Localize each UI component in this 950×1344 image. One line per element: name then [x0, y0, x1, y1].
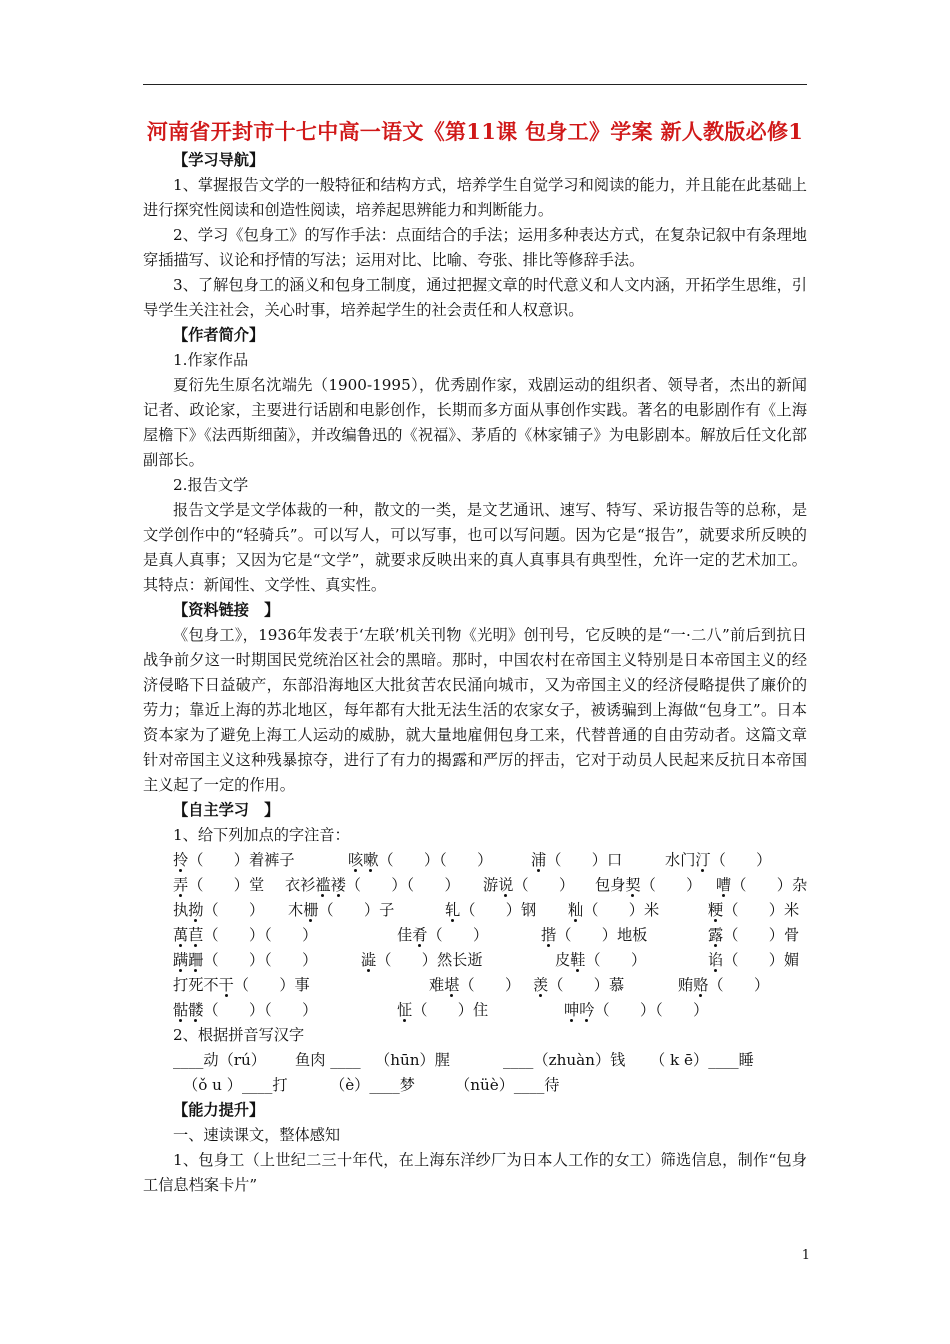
hanzi-blank: ____动（rú） — [173, 1051, 266, 1069]
emphasis-char: 肴 — [412, 926, 428, 944]
pinyin-row-1 — [143, 848, 807, 873]
pinyin-item: 游说（ ） — [483, 876, 575, 894]
ability-step-1: 一、速读课文，整体感知 — [173, 1126, 341, 1144]
hanzi-blank: （nüè）____待 — [455, 1076, 560, 1094]
hanzi-blank: （hūn）腥 — [375, 1051, 450, 1069]
nav-item-3: 3、了解包身工的涵义和包身工制度，通过把握文章的时代意义和人文内涵，开拓学生思维，引导学生关注社会，关心时事，培养起学生的社会责任和人权意识。 — [143, 276, 807, 319]
emphasis-char: 髅 — [188, 1001, 204, 1019]
pinyin-item: 揩（ ）地板 — [541, 926, 648, 944]
section-heading-author: 【作者简介】 — [173, 326, 265, 344]
pinyin-item: 萬苣（ ）（ ） — [173, 926, 318, 944]
hanzi-blank: 鱼肉 ____ — [295, 1051, 361, 1069]
author-paragraph-reportage: 报告文学是文学体裁的一种，散文的一类，是文艺通讯、速写、特写、采访报告等的总称，是文学创作中的“轻骑兵”。可以写人，可以写事，也可以写问题。因为它是“报告”，就要求所反映的是真人真事；又因为它是“文学”，就要求反映出来的真人真事具有典型性，允许一定的艺术加工。其特点：新闻性、文学性、真实性。 — [143, 501, 807, 594]
pinyin-row-2 — [143, 873, 807, 898]
nav-item-1: 1、掌握报告文学的一般特征和结构方式，培养学生自觉学习和阅读的能力，并且能在此基础上进行探究性阅读和创造性阅读，培养起思辨能力和判断能力。 — [143, 176, 807, 219]
section-heading-ability: 【能力提升】 — [173, 1101, 265, 1119]
emphasis-char: 蹒 — [173, 951, 189, 969]
author-subheading-reportage: 2.报告文学 — [173, 476, 249, 494]
emphasis-char: 怔 — [397, 1001, 413, 1019]
emphasis-char: 干 — [218, 976, 234, 994]
header-rule — [143, 84, 807, 85]
question-2-prompt: 2、根据拼音写汉字 — [173, 1026, 305, 1044]
pinyin-item: 籼（ ）米 — [568, 901, 660, 919]
emphasis-char: 嗽 — [363, 851, 379, 869]
pinyin-item: 弄（ ）堂 — [173, 876, 265, 894]
links-paragraph: 《包身工》，1936年发表于‘左联’机关刊物《光明》创刊号，它反映的是“一·二八”前后到抗日战争前夕这一时期国民党统治区社会的黑暗。那时，中国农村在帝国主义特别是日本帝国主义的经济侵略下日益破产，东部沿海地区大批贫苦农民涌向城市，又为帝国主义的经济侵略提供了廉价的劳力；靠近上海的苏北地区，每年都有大批无法生活的农家女子，被诱骗到上海做“包身工”。日本资本家为了避免上海工人运动的威胁，就大量地雇佣包身工来，代替普通的自由劳动者。这篇文章针对帝国主义这种残暴掠夺，进行了有力的揭露和严厉的抨击，它对于动员人民起来反抗日本帝国主义起了一定的作用。 — [143, 626, 807, 794]
pinyin-item: 佳肴（ ） — [397, 926, 489, 944]
pinyin-row-6 — [143, 973, 807, 998]
pinyin-item: 难堪（ ） — [429, 976, 521, 994]
pinyin-item: 贿赂（ ） — [678, 976, 770, 994]
page-title: 河南省开封市十七中高一语文《第11课 包身工》学案 新人教版必修1 — [146, 119, 804, 144]
page-number: 1 — [801, 1248, 810, 1263]
emphasis-char: 呻 — [564, 1001, 580, 1019]
hanzi-blank: ____（zhuàn）钱 — [503, 1051, 626, 1069]
emphasis-char: 骷 — [173, 1001, 189, 1019]
pinyin-item: 轧（ ）钢 — [445, 901, 537, 919]
emphasis-char: 说 — [498, 876, 514, 894]
pinyin-item: 羡（ ）慕 — [533, 976, 625, 994]
pinyin-item: 谄（ ）媚 — [708, 951, 800, 969]
author-paragraph-works: 夏衍先生原名沈端先（1900-1995），优秀剧作家，戏剧运动的组织者、领导者，杰出的新闻记者、政论家，主要进行话剧和电影创作，长期而多方面从事创作实践。著名的电影剧作有《上海屋檐下》《法西斯细菌》，并改编鲁迅的《祝福》、茅盾的《林家铺子》为电影剧本。解放后任文化部副部长。 — [143, 376, 807, 469]
pinyin-item: 执拗（ ） — [173, 901, 265, 919]
emphasis-char: 揩 — [541, 926, 557, 944]
emphasis-char: 嘈 — [716, 876, 732, 894]
emphasis-char: 吟 — [579, 1001, 595, 1019]
pinyin-row-5 — [143, 948, 807, 973]
pinyin-item: 水门汀（ ） — [665, 851, 772, 869]
pinyin-item: 嘈（ ）杂 — [716, 876, 808, 894]
pinyin-item: 咳嗽（ ）（ ） — [348, 851, 493, 869]
emphasis-char: 拎 — [173, 851, 189, 869]
emphasis-char: 露 — [708, 926, 724, 944]
pinyin-row-7 — [143, 998, 807, 1023]
pinyin-item: 浦（ ）口 — [531, 851, 623, 869]
emphasis-char: 浦 — [531, 851, 547, 869]
hanzi-blank: （ǒ u ）____打 — [183, 1076, 288, 1094]
pinyin-item: 木栅（ ）子 — [288, 901, 395, 919]
emphasis-char: 栅 — [303, 901, 319, 919]
section-heading-nav: 【学习导航】 — [173, 151, 265, 169]
pinyin-item: 皮鞋（ ） — [555, 951, 647, 969]
ability-task-1: 1、包身工（上世纪二三十年代，在上海东洋纱厂为日本人工作的女工）筛选信息，制作“包身工信息档案卡片” — [143, 1151, 807, 1194]
section-heading-links: 【资料链接 】 — [173, 601, 280, 619]
pinyin-item: 包身契（ ） — [595, 876, 702, 894]
emphasis-char: 契 — [625, 876, 641, 894]
document-body — [143, 118, 807, 1198]
emphasis-char: 澁 — [361, 951, 377, 969]
emphasis-char: 拗 — [188, 901, 204, 919]
pinyin-item: 打死不干（ ）事 — [173, 976, 310, 994]
emphasis-char: 羡 — [533, 976, 549, 994]
section-heading-self-study: 【自主学习 】 — [173, 801, 280, 819]
pinyin-item: 粳（ ）米 — [708, 901, 800, 919]
pinyin-row-3 — [143, 898, 807, 923]
pinyin-item: 骷髅（ ）（ ） — [173, 1001, 318, 1019]
emphasis-char: 赂 — [693, 976, 709, 994]
emphasis-char: 苣 — [188, 926, 204, 944]
emphasis-char: 谄 — [708, 951, 724, 969]
nav-item-2: 2、学习《包身工》的写作手法：点面结合的手法；运用多种表达方式，在复杂记叙中有条理地穿插描写、议论和抒情的写法；运用对比、比喻、夸张、排比等修辞手法。 — [143, 226, 807, 269]
emphasis-char: 籼 — [568, 901, 584, 919]
hanzi-blank: （è）____梦 — [330, 1076, 415, 1094]
pinyin-item: 拎（ ）着裤子 — [173, 851, 295, 869]
emphasis-char: 咳 — [348, 851, 364, 869]
emphasis-char: 弄 — [173, 876, 189, 894]
pinyin-item: 衣衫褴褛（ ）（ ） — [285, 876, 460, 894]
hanzi-row-2 — [143, 1073, 807, 1098]
emphasis-char: 轧 — [445, 901, 461, 919]
pinyin-item: 呻吟（ ）（ ） — [564, 1001, 709, 1019]
emphasis-char: 萬 — [173, 926, 189, 944]
emphasis-char: 堪 — [444, 976, 460, 994]
pinyin-item: 怔（ ）住 — [397, 1001, 489, 1019]
pinyin-item: 蹒跚（ ）（ ） — [173, 951, 318, 969]
hanzi-row-1 — [143, 1048, 807, 1073]
emphasis-char: 粳 — [708, 901, 724, 919]
emphasis-char: 跚 — [188, 951, 204, 969]
pinyin-item: 澁（ ）然长逝 — [361, 951, 483, 969]
question-1-prompt: 1、给下列加点的字注音： — [173, 826, 350, 844]
author-subheading-works: 1.作家作品 — [173, 351, 249, 369]
emphasis-char: 褛 — [330, 876, 346, 894]
pinyin-item: 露（ ）骨 — [708, 926, 800, 944]
emphasis-char: 褴 — [315, 876, 331, 894]
emphasis-char: 汀 — [695, 851, 711, 869]
pinyin-row-4 — [143, 923, 807, 948]
emphasis-char: 鞋 — [570, 951, 586, 969]
hanzi-blank: （ k ē）____睡 — [650, 1051, 754, 1069]
